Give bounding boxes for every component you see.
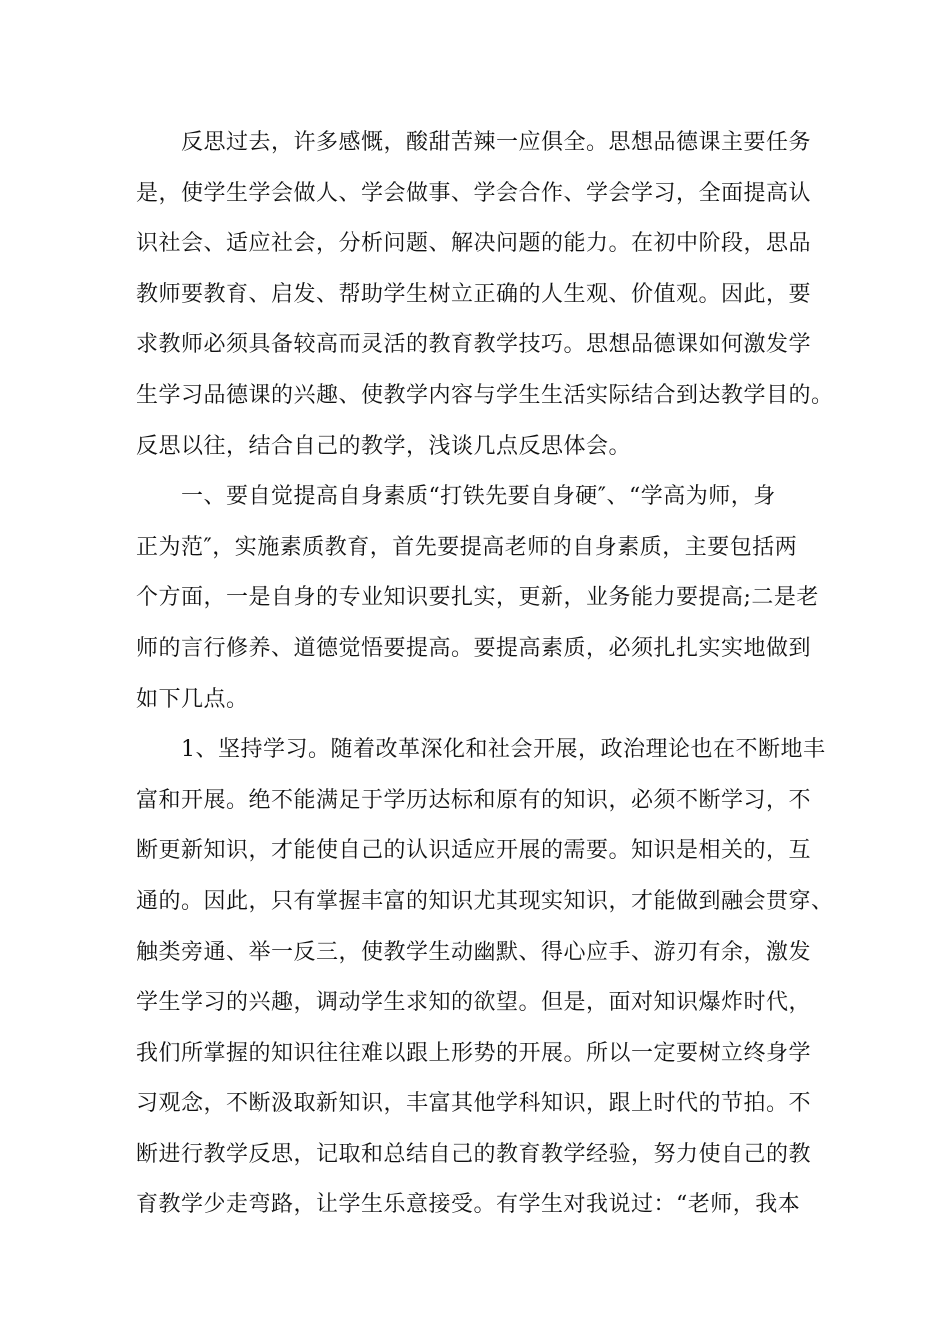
text-line: 富和开展。绝不能满足于学历达标和原有的知识，必须不断学习，不 [136, 787, 812, 813]
text-line: 教师要教育、启发、帮助学生树立正确的人生观、价值观。因此，要 [136, 281, 812, 307]
text-line: 正为范″，实施素质教育，首先要提高老师的自身素质，主要包括两 [136, 534, 798, 560]
text-line: 断进行教学反思，记取和总结自己的教育教学经验，努力使自己的教 [136, 1141, 812, 1167]
text-line: 反思过去，许多感慨，酸甜苦辣一应俱全。思想品德课主要任务 [136, 130, 812, 155]
text-line: 学生学习的兴趣，调动学生求知的欲望。但是，面对知识爆炸时代， [136, 990, 812, 1016]
text-line: 触类旁通、举一反三，使教学生动幽默、得心应手、游刃有余，激发 [136, 939, 812, 965]
text-line: 生学习品德课的兴趣、使教学内容与学生生活实际结合到达教学目的。 [136, 382, 834, 408]
text-line: 反思以往，结合自己的教学，浅谈几点反思体会。 [136, 433, 632, 459]
text-line: 1、坚持学习。随着改革深化和社会开展，政治理论也在不断地丰 [136, 737, 826, 763]
text-line: 个方面，一是自身的专业知识要扎实，更新，业务能力要提高;二是老 [136, 585, 819, 611]
text-line: 习观念，不断汲取新知识，丰富其他学科知识，跟上时代的节拍。不 [136, 1091, 812, 1117]
text-line: 求教师必须具备较高而灵活的教育教学技巧。思想品德课如何激发学 [136, 332, 812, 358]
text-line: 识社会、适应社会，分析问题、解决问题的能力。在初中阶段，思品 [136, 231, 812, 257]
text-line: 育教学少走弯路，让学生乐意接受。有学生对我说过：“老师，我本 [136, 1192, 801, 1218]
text-line: 一、要自觉提高自身素质“打铁先要自身硬″、“学高为师，身 [136, 484, 776, 510]
text-line: 断更新知识，才能使自己的认识适应开展的需要。知识是相关的，互 [136, 838, 812, 864]
text-line: 是，使学生学会做人、学会做事、学会合作、学会学习，全面提高认 [136, 180, 812, 206]
text-line: 通的。因此，只有掌握丰富的知识尤其现实知识，才能做到融会贯穿、 [136, 888, 834, 914]
text-line: 如下几点。 [136, 686, 249, 712]
text-line: 师的言行修养、道德觉悟要提高。要提高素质，必须扎扎实实地做到 [136, 635, 812, 661]
text-line: 我们所掌握的知识往往难以跟上形势的开展。所以一定要树立终身学 [136, 1040, 812, 1066]
body-text [136, 118, 836, 1231]
